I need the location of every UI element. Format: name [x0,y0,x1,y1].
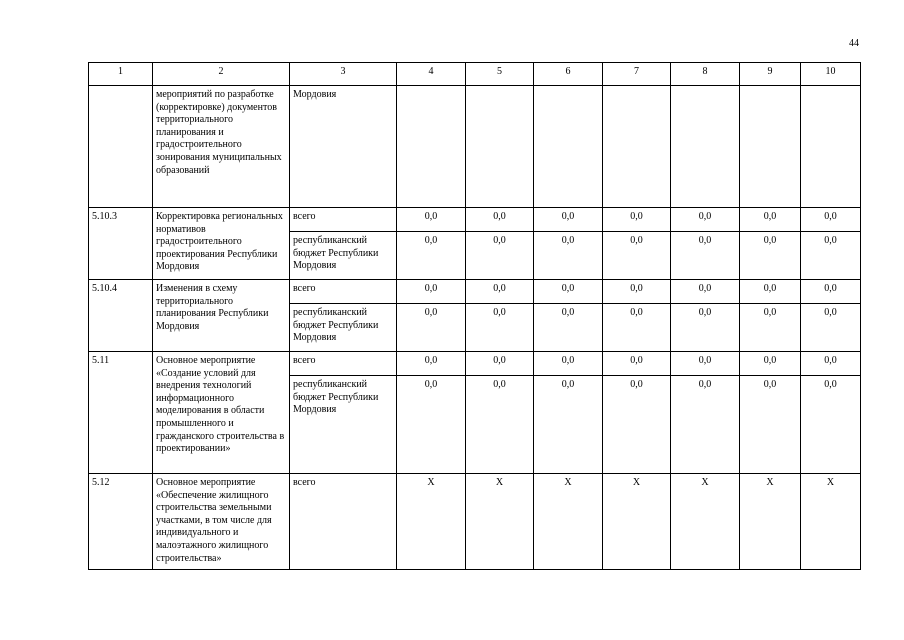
funding-source: Мордовия [290,86,397,208]
activity-name: Изменения в схему территориального планирования Республики Мордовия [153,280,290,352]
header-cell: 2 [153,63,290,86]
value-cell: 0,0 [397,280,466,304]
row-code: 5.10.3 [89,208,153,280]
value-cell: 0,0 [534,208,603,232]
funding-source: республиканский бюджет Республики Мордовия [290,304,397,352]
value-cell: 0,0 [740,232,801,280]
funding-source: всего [290,474,397,570]
value-cell: 0,0 [466,232,534,280]
value-cell: 0,0 [534,304,603,352]
value-cell: 0,0 [466,352,534,376]
value-cell: 0,0 [671,208,740,232]
row-code: 5.12 [89,474,153,570]
value-cell: 0,0 [466,376,534,474]
funding-source: всего [290,280,397,304]
value-cell: 0,0 [397,352,466,376]
value-cell: 0,0 [603,280,671,304]
funding-source: республиканский бюджет Республики Мордовия [290,232,397,280]
header-cell: 10 [801,63,861,86]
value-cell: 0,0 [397,232,466,280]
value-cell: 0,0 [603,304,671,352]
budget-table [88,62,861,570]
value-cell: 0,0 [801,304,861,352]
activity-name: Основное мероприятие «Создание условий для внедрения технологий информационного моделирования в области промышленного и гражданского строительства в проектировании» [153,352,290,474]
value-cell: 0,0 [397,304,466,352]
value-cell: 0,0 [671,304,740,352]
value-cell: 0,0 [740,376,801,474]
table-row [89,352,861,376]
value-cell: 0,0 [534,280,603,304]
page-number: 44 [849,38,859,49]
activity-name: Корректировка региональных нормативов градостроительного проектирования Республики Мордовия [153,208,290,280]
value-cell: 0,0 [466,280,534,304]
value-cell: Х [801,474,861,570]
value-cell: 0,0 [603,232,671,280]
value-cell: Х [534,474,603,570]
header-row [89,63,861,86]
header-cell: 3 [290,63,397,86]
value-cell: 0,0 [801,232,861,280]
table-row [89,474,861,570]
value-cell: 0,0 [534,232,603,280]
value-cell: 0,0 [603,376,671,474]
header-cell: 6 [534,63,603,86]
header-cell: 4 [397,63,466,86]
funding-source: всего [290,208,397,232]
activity-name: Основное мероприятие «Обеспечение жилищного строительства земельными участками, в том числе для индивидуального и малоэтажного жилищного строительства» [153,474,290,570]
value-cell: 0,0 [603,352,671,376]
table-row [89,208,861,232]
header-cell: 9 [740,63,801,86]
value-cell: 0,0 [534,376,603,474]
value-cell: Х [397,474,466,570]
value-cell: 0,0 [603,208,671,232]
value-cell: 0,0 [740,304,801,352]
funding-source: республиканский бюджет Республики Мордовия [290,376,397,474]
value-cell: 0,0 [466,208,534,232]
value-cell: 0,0 [397,376,466,474]
value-cell: 0,0 [740,280,801,304]
activity-name: мероприятий по разработке (корректировке) документов территориального планирования и градостроительного зонирования муниципальных образований [153,86,290,208]
value-cell: 0,0 [397,208,466,232]
value-cell: 0,0 [801,352,861,376]
header-cell: 1 [89,63,153,86]
value-cell: 0,0 [671,352,740,376]
value-cell: Х [466,474,534,570]
header-cell: 5 [466,63,534,86]
continuation-row [89,86,861,208]
header-cell: 7 [603,63,671,86]
value-cell: 0,0 [740,352,801,376]
value-cell: Х [740,474,801,570]
value-cell: 0,0 [671,232,740,280]
funding-source: всего [290,352,397,376]
row-code: 5.10.4 [89,280,153,352]
value-cell: 0,0 [801,208,861,232]
value-cell: 0,0 [671,280,740,304]
value-cell: 0,0 [534,352,603,376]
value-cell: 0,0 [740,208,801,232]
value-cell: Х [603,474,671,570]
row-code: 5.11 [89,352,153,474]
value-cell: 0,0 [801,280,861,304]
value-cell: 0,0 [801,376,861,474]
code-cell [89,86,153,208]
value-cell: Х [671,474,740,570]
value-cell: 0,0 [671,376,740,474]
table-row [89,280,861,304]
header-cell: 8 [671,63,740,86]
value-cell: 0,0 [466,304,534,352]
